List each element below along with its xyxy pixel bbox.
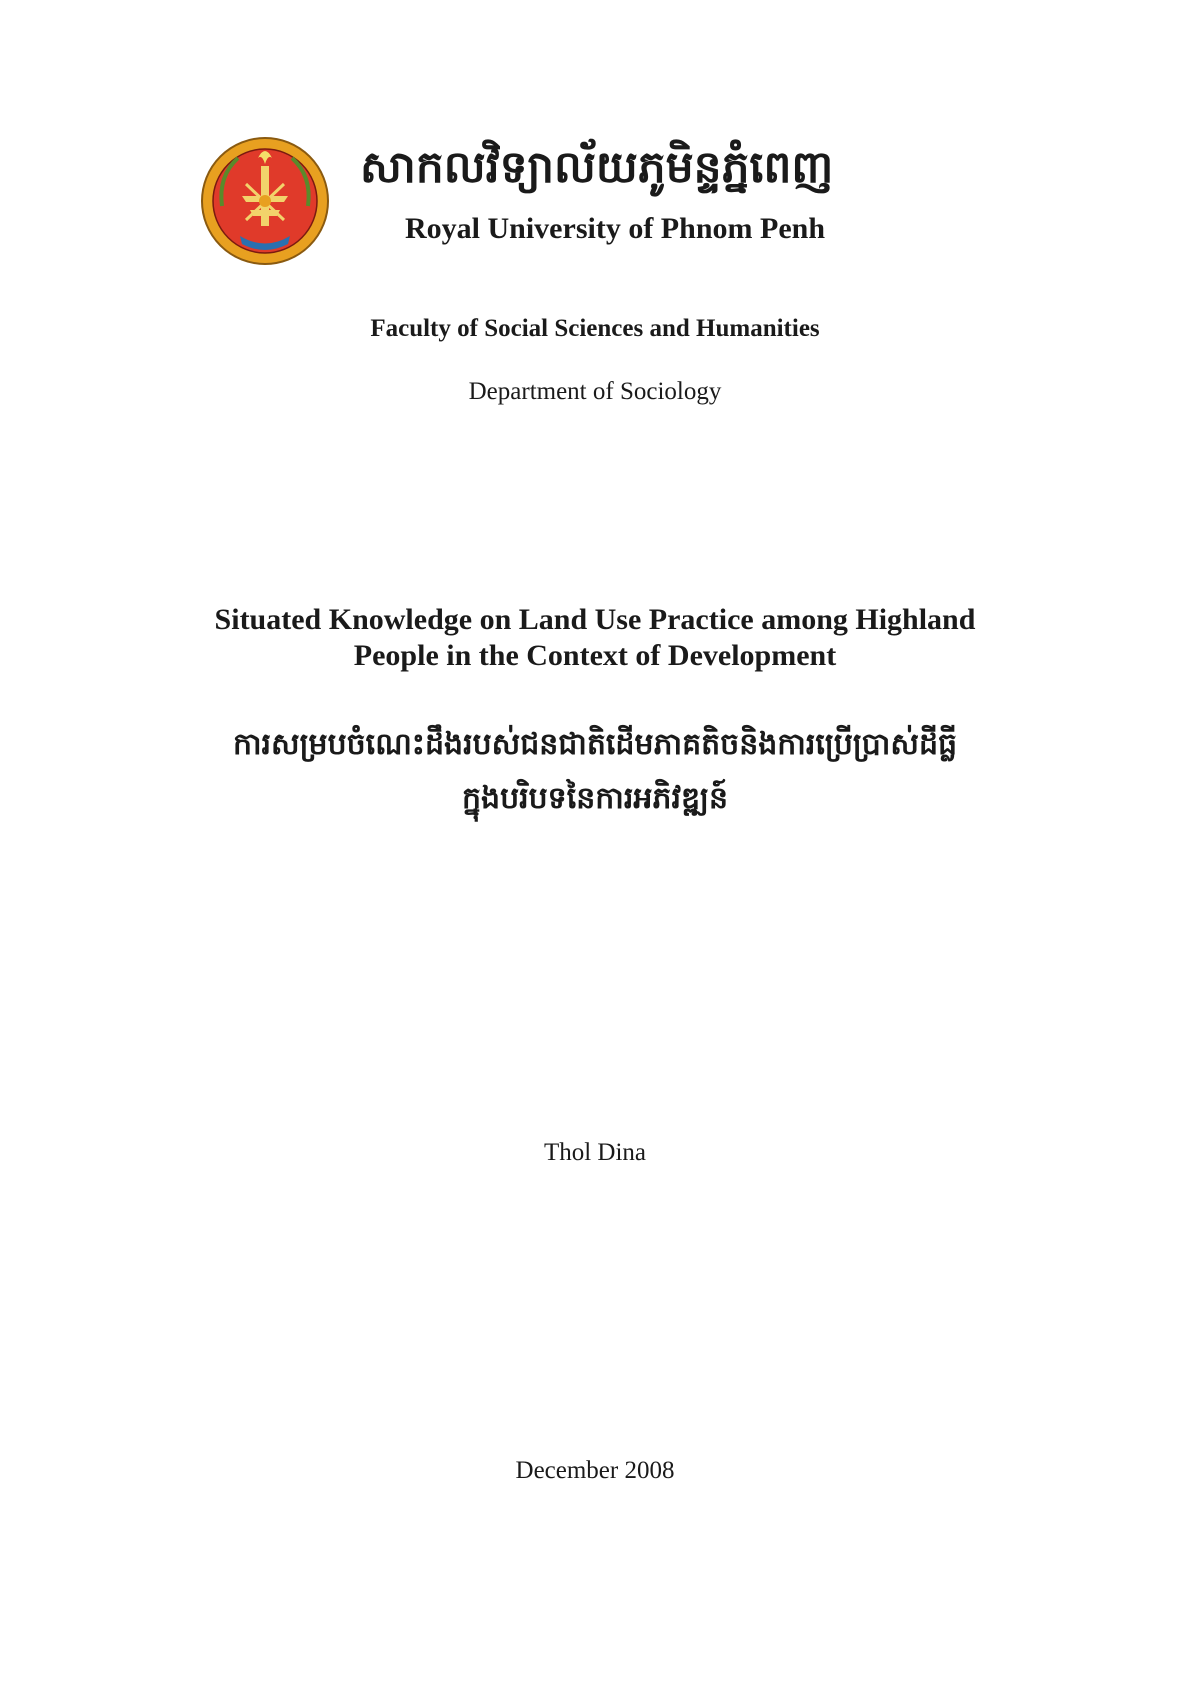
title-line-2: People in the Context of Development (353, 639, 837, 672)
university-name-khmer: សាកលវិទ្យាល័យភូមិន្ទភ្នំពេញ (360, 142, 834, 193)
submission-date: December 2008 (515, 1457, 675, 1484)
khmer-title-line-1: ការសម្របចំណេះដឹងរបស់ជនជាតិដើមភាគតិចនិងការប្រើប្រាស់ដីធ្លី (232, 727, 958, 762)
khmer-title-line-2: ក្នុងបរិបទនៃការអភិវឌ្ឍន៍ (461, 781, 728, 816)
thesis-title-khmer (0, 718, 1190, 826)
university-name-english: Royal University of Phnom Penh (405, 212, 825, 245)
university-seal-icon (200, 136, 330, 266)
author-name: Thol Dina (543, 1139, 647, 1166)
department-name: Department of Sociology (468, 378, 722, 405)
faculty-name: Faculty of Social Sciences and Humanities (370, 315, 820, 342)
title-line-1: Situated Knowledge on Land Use Practice among Highland (214, 603, 976, 636)
thesis-title-english (0, 602, 1190, 674)
